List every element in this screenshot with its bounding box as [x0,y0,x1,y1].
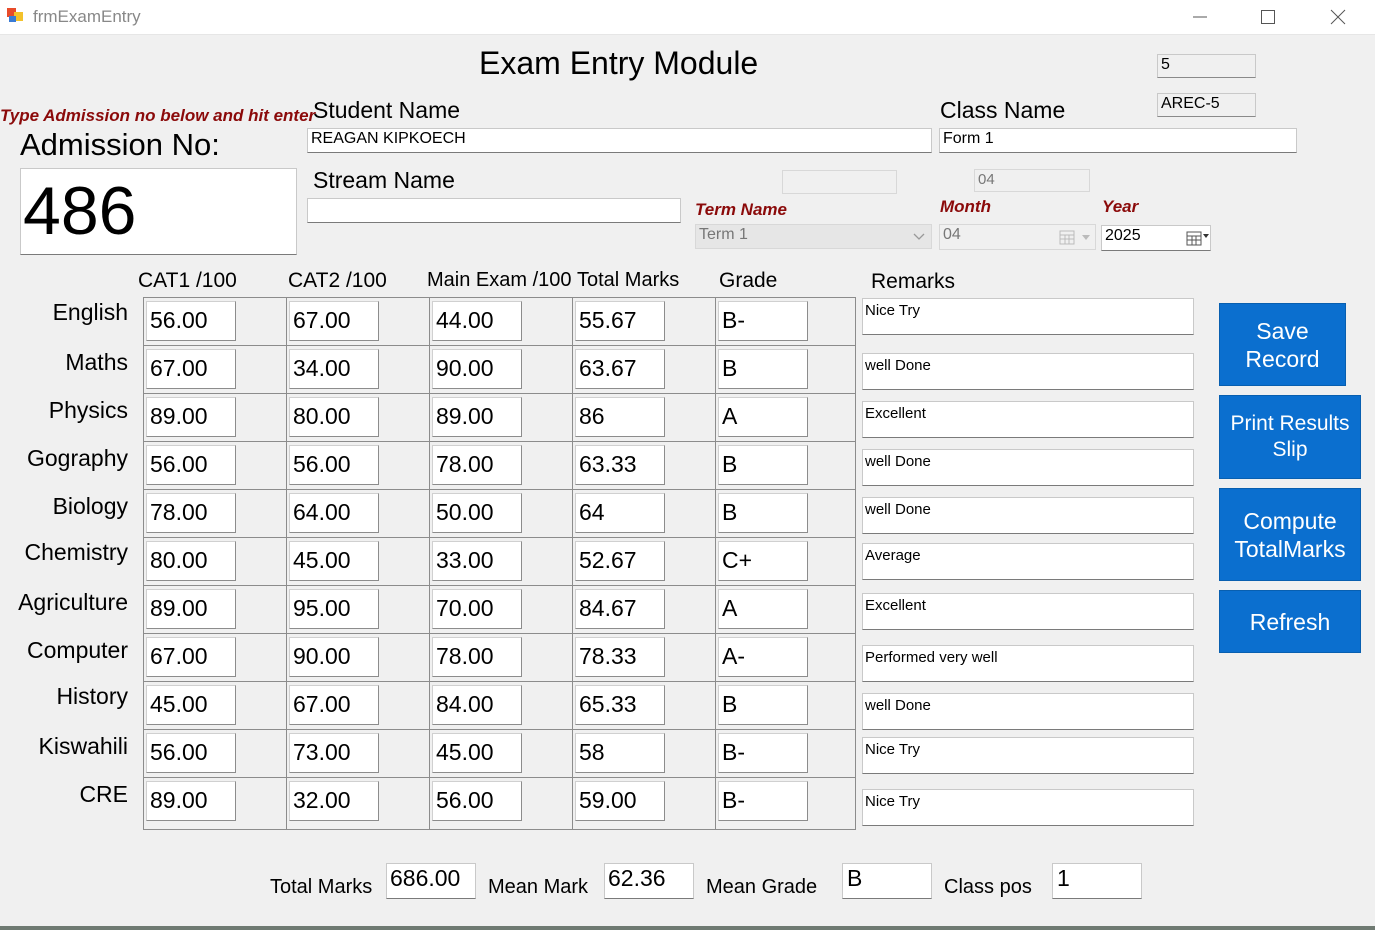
subject-label: Biology [52,493,128,519]
stream-name-label: Stream Name [313,167,455,193]
admission-no-input[interactable]: 486 [20,168,297,255]
total-marks-field[interactable]: 686.00 [386,863,476,899]
remark-input[interactable]: well Done [862,353,1194,390]
close-icon [1330,9,1346,25]
grade-input[interactable]: B- [718,733,808,773]
subject-label: Computer [27,637,128,663]
compute-totalmarks-button[interactable] [1219,488,1361,581]
save-record-button[interactable] [1219,303,1346,386]
remark-input[interactable]: Average [862,543,1194,580]
cat1-input[interactable]: 78.00 [146,493,236,533]
cat2-input[interactable]: 95.00 [289,589,379,629]
maximize-icon [1260,9,1276,25]
year-value: 2025 [1105,227,1141,244]
cat1-input[interactable]: 89.00 [146,781,236,821]
main-input[interactable]: 89.00 [432,397,522,437]
class-name-label: Class Name [940,97,1066,123]
stream-name-field[interactable] [307,198,681,223]
cat2-input[interactable]: 64.00 [289,493,379,533]
term-name-value: Term 1 [699,226,748,243]
main-input[interactable]: 78.00 [432,637,522,677]
grade-input[interactable]: B [718,349,808,389]
total-input[interactable]: 63.33 [575,445,665,485]
main-input[interactable]: 50.00 [432,493,522,533]
grade-input[interactable]: B- [718,301,808,341]
remark-input[interactable]: Excellent [862,593,1194,630]
maximize-button[interactable] [1238,0,1298,34]
subject-label: English [52,299,128,325]
mean-grade-label: Mean Grade [706,876,818,898]
remark-input[interactable]: Nice Try [862,737,1194,774]
grade-input[interactable]: B [718,493,808,533]
dropdown-arrow-icon [913,233,925,241]
total-input[interactable]: 52.67 [575,541,665,581]
grade-input[interactable]: A [718,397,808,437]
remark-input[interactable]: Excellent [862,401,1194,438]
cat2-input[interactable]: 67.00 [289,685,379,725]
cat1-input[interactable]: 56.00 [146,445,236,485]
subject-label: Maths [65,349,128,375]
main-input[interactable]: 84.00 [432,685,522,725]
dropdown-arrow-icon [1203,234,1209,238]
cat2-input[interactable]: 80.00 [289,397,379,437]
total-input[interactable]: 78.33 [575,637,665,677]
student-name-field[interactable]: REAGAN KIPKOECH [307,128,932,153]
cat2-input[interactable]: 32.00 [289,781,379,821]
window-bottom-edge [0,926,1375,930]
save-record-label: Save Record [1245,317,1320,372]
total-input[interactable]: 84.67 [575,589,665,629]
grade-input[interactable]: B [718,445,808,485]
top-field-2[interactable]: AREC-5 [1157,93,1256,117]
calendar-icon[interactable] [1186,230,1202,246]
remark-input[interactable]: Nice Try [862,789,1194,826]
print-results-label: Print Results Slip [1230,412,1350,461]
calendar-icon [1059,229,1075,245]
remark-input[interactable]: Nice Try [862,298,1194,335]
compute-totalmarks-label: Compute TotalMarks [1234,507,1346,562]
close-button[interactable] [1308,0,1368,34]
main-input[interactable]: 90.00 [432,349,522,389]
page-title: Exam Entry Module [479,45,759,81]
total-input[interactable]: 58 [575,733,665,773]
cat2-input[interactable]: 34.00 [289,349,379,389]
cat2-input[interactable]: 73.00 [289,733,379,773]
subject-label: Gography [26,445,128,471]
grade-input[interactable]: A- [718,637,808,677]
col-header-grade: Grade [719,269,778,292]
cat1-input[interactable]: 89.00 [146,397,236,437]
cat2-input[interactable]: 45.00 [289,541,379,581]
main-input[interactable]: 78.00 [432,445,522,485]
admission-label: Admission No: [20,127,220,162]
grade-input[interactable]: C+ [718,541,808,581]
total-input[interactable]: 59.00 [575,781,665,821]
subject-label: CRE [79,781,128,807]
refresh-button[interactable] [1219,590,1361,653]
cat1-input[interactable]: 80.00 [146,541,236,581]
col-header-remarks: Remarks [871,270,956,293]
grade-input[interactable]: B [718,685,808,725]
col-header-cat1: CAT1 /100 [138,269,237,292]
top-field-1[interactable]: 5 [1157,54,1256,78]
class-name-field[interactable]: Form 1 [939,128,1297,153]
dropdown-arrow-icon [1082,235,1090,240]
total-input[interactable]: 55.67 [575,301,665,341]
subject-label: Kiswahili [38,733,128,759]
cat1-input[interactable]: 56.00 [146,301,236,341]
cat2-input[interactable]: 90.00 [289,637,379,677]
year-label: Year [1102,197,1139,216]
remark-input[interactable]: well Done [862,449,1194,486]
remark-input[interactable]: well Done [862,693,1194,730]
subject-label: Physics [48,397,128,423]
col-header-main: Main Exam /100 [427,269,572,291]
total-input[interactable]: 63.67 [575,349,665,389]
cat1-input[interactable]: 67.00 [146,349,236,389]
student-name-label: Student Name [313,97,461,123]
cat1-input[interactable]: 67.00 [146,637,236,677]
term-name-select [695,224,932,249]
col-header-total: Total Marks [577,269,680,291]
window-title: frmExamEntry [33,7,141,26]
print-results-button[interactable] [1219,395,1361,479]
col-header-cat2: CAT2 /100 [288,269,387,292]
main-input[interactable]: 44.00 [432,301,522,341]
total-input[interactable]: 65.33 [575,685,665,725]
total-input[interactable]: 64 [575,493,665,533]
subject-label: Agriculture [18,589,128,615]
mean-mark-label: Mean Mark [488,876,589,898]
month-code-field: 04 [974,169,1090,192]
refresh-label: Refresh [1249,608,1331,635]
class-pos-label: Class pos [944,876,1032,898]
window-titlebar [0,0,1375,35]
class-pos-field[interactable]: 1 [1052,863,1142,899]
month-value: 04 [943,226,961,243]
mean-mark-field[interactable]: 62.36 [604,863,694,899]
total-input[interactable]: 86 [575,397,665,437]
cat1-input[interactable]: 56.00 [146,733,236,773]
minimize-button[interactable] [1170,0,1230,34]
cat2-input[interactable]: 56.00 [289,445,379,485]
main-input[interactable]: 45.00 [432,733,522,773]
minimize-icon [1192,9,1208,25]
subject-label: Chemistry [24,539,128,565]
subject-label: History [56,683,128,709]
remark-input[interactable]: Performed very well [862,645,1194,682]
grade-input[interactable]: B- [718,781,808,821]
month-label: Month [940,197,991,216]
year-picker[interactable] [1101,225,1211,251]
month-picker [939,224,1096,250]
cat1-input[interactable]: 89.00 [146,589,236,629]
main-input[interactable]: 33.00 [432,541,522,581]
grade-input[interactable]: A [718,589,808,629]
total-marks-label: Total Marks [270,876,373,898]
main-input[interactable]: 56.00 [432,781,522,821]
remark-input[interactable]: well Done [862,497,1194,534]
app-icon [5,5,25,25]
term-name-label: Term Name [695,200,787,219]
cat1-input[interactable]: 45.00 [146,685,236,725]
mean-grade-field[interactable]: B [842,863,932,899]
cat2-input[interactable]: 67.00 [289,301,379,341]
blank-disabled-field [782,170,897,194]
admission-hint: Type Admission no below and hit enter [0,106,316,125]
main-input[interactable]: 70.00 [432,589,522,629]
